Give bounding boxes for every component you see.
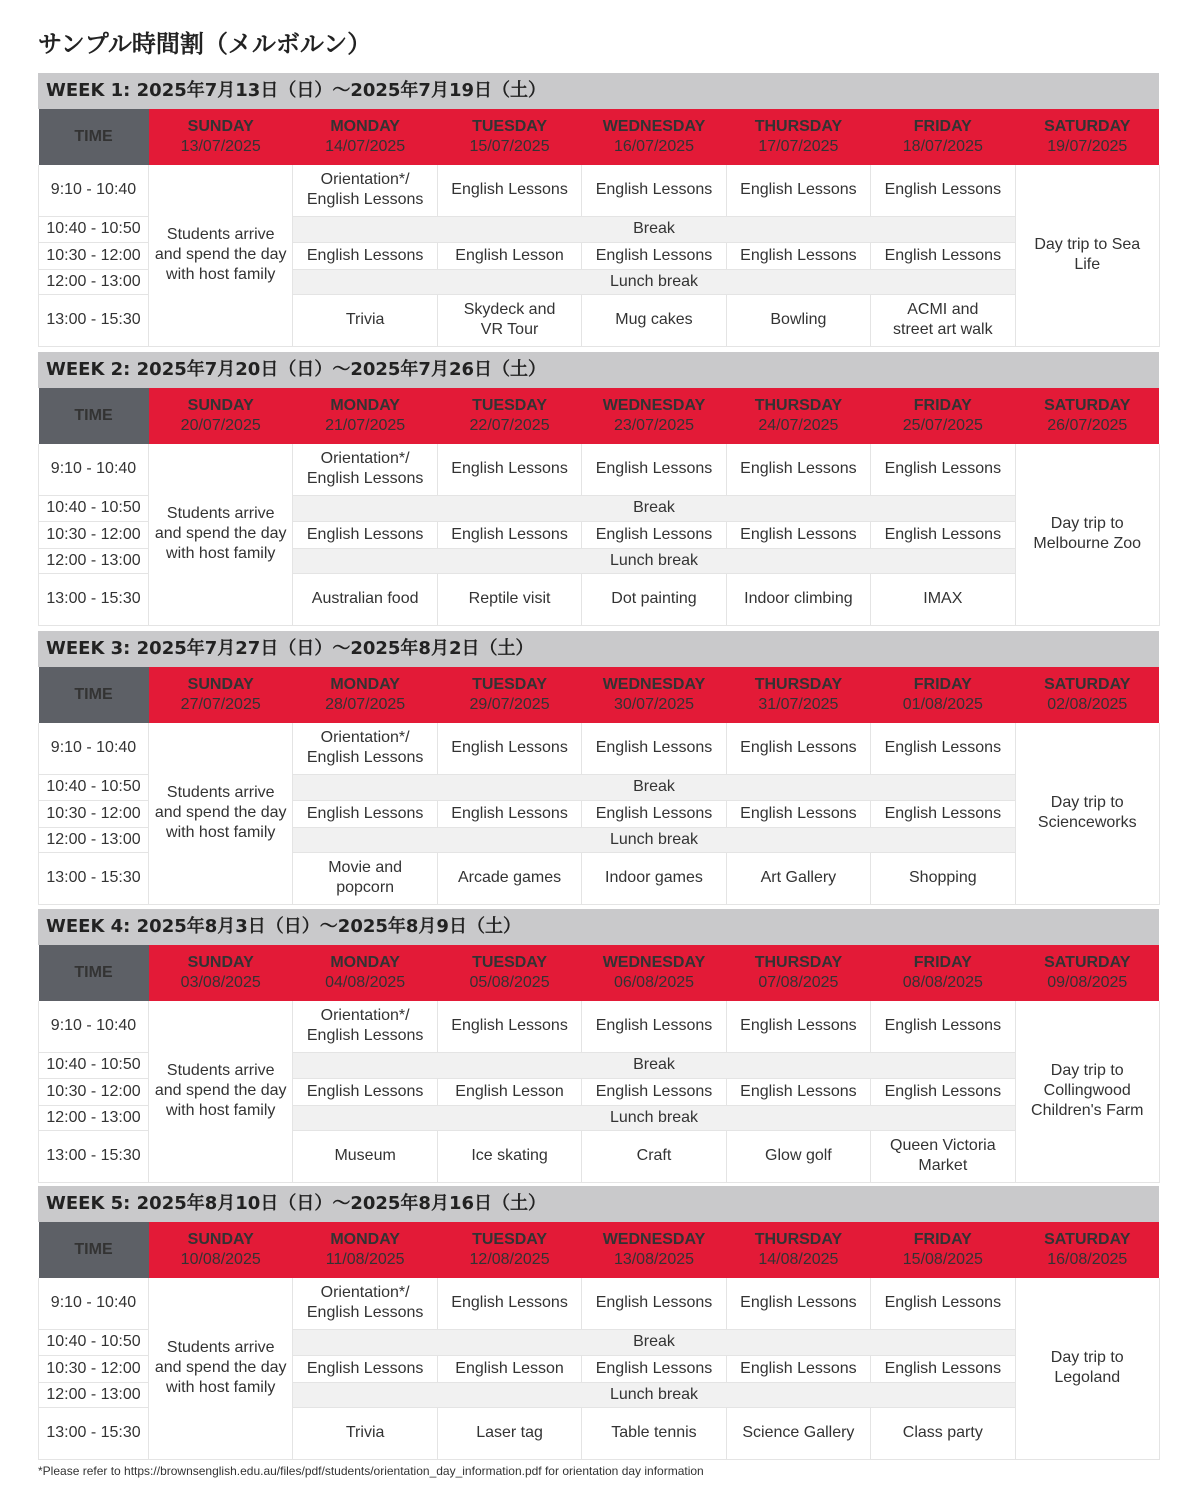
day-name: THURSDAY — [754, 954, 843, 971]
day-header-thursday — [726, 945, 870, 1001]
day-header-wednesday — [582, 388, 726, 444]
day-name: TUESDAY — [472, 397, 548, 414]
day-name: SATURDAY — [1044, 1231, 1131, 1248]
day-name: WEDNESDAY — [602, 954, 706, 971]
day-header-sunday — [149, 388, 293, 444]
lunch-cell: Lunch break — [293, 269, 1015, 294]
day-date: 02/08/2025 — [1047, 696, 1128, 713]
week-header: WEEK 1: 2025年7月13日（日）～2025年7月19日（土） — [38, 73, 1159, 109]
activity-cell: ACMI and street art walk — [871, 294, 1015, 346]
day-name: FRIDAY — [913, 397, 972, 414]
day-name: FRIDAY — [913, 1231, 972, 1248]
activity-cell: Shopping — [871, 852, 1015, 904]
activity-cell: English Lessons — [293, 1078, 437, 1105]
day-header-tuesday — [437, 388, 581, 444]
time-slot: 9:10 - 10:40 — [39, 723, 149, 774]
day-header-sunday — [149, 945, 293, 1001]
time-slot: 12:00 - 13:00 — [39, 827, 149, 852]
day-date: 13/07/2025 — [180, 138, 261, 155]
activity-cell: English Lessons — [582, 1355, 726, 1382]
time-slot: 13:00 - 15:30 — [39, 852, 149, 904]
activity-cell: English Lessons — [582, 242, 726, 269]
day-header-wednesday — [582, 109, 726, 165]
footnote: *Please refer to https://brownsenglish.edu.au/files/pdf/students/orientation_day_information.pdf for orientation day information — [38, 1464, 704, 1478]
activity-cell: Trivia — [293, 294, 437, 346]
saturday-cell: Day trip to Scienceworks — [1015, 723, 1159, 904]
activity-cell: English Lessons — [726, 1355, 870, 1382]
activity-cell: English Lessons — [437, 444, 581, 495]
activity-cell: Mug cakes — [582, 294, 726, 346]
day-date: 17/07/2025 — [758, 138, 839, 155]
day-date: 12/08/2025 — [469, 1251, 550, 1268]
slot-row — [39, 723, 1160, 774]
activity-cell: English Lessons — [726, 165, 870, 216]
week-header: WEEK 2: 2025年7月20日（日）～2025年7月26日（土） — [38, 352, 1159, 388]
day-header-tuesday — [437, 667, 581, 723]
day-name: SATURDAY — [1044, 954, 1131, 971]
day-header-thursday — [726, 667, 870, 723]
activity-cell: English Lessons — [871, 1001, 1015, 1052]
day-date: 24/07/2025 — [758, 417, 839, 434]
week-1-block — [38, 73, 1159, 347]
activity-cell: Art Gallery — [726, 852, 870, 904]
activity-cell: English Lessons — [582, 723, 726, 774]
week-header: WEEK 3: 2025年7月27日（日）～2025年8月2日（土） — [38, 631, 1159, 667]
day-name: WEDNESDAY — [602, 676, 706, 693]
day-name: THURSDAY — [754, 676, 843, 693]
day-date: 16/07/2025 — [613, 138, 695, 155]
activity-cell: Orientation*/ English Lessons — [293, 723, 437, 774]
time-slot: 9:10 - 10:40 — [39, 1001, 149, 1052]
slot-row — [39, 444, 1160, 495]
activity-cell: Arcade games — [437, 852, 581, 904]
time-slot: 10:40 - 10:50 — [39, 774, 149, 800]
activity-cell: English Lessons — [582, 1078, 726, 1105]
day-header-thursday — [726, 388, 870, 444]
day-header-monday — [293, 1222, 437, 1278]
activity-cell: English Lessons — [293, 521, 437, 548]
day-header-saturday — [1015, 945, 1159, 1001]
activity-cell: Bowling — [726, 294, 870, 346]
day-date: 20/07/2025 — [180, 417, 261, 434]
activity-cell: English Lessons — [437, 165, 581, 216]
sunday-cell: Students arrive and spend the day with host family — [149, 1001, 293, 1182]
day-date: 04/08/2025 — [325, 974, 406, 991]
time-slot: 10:40 - 10:50 — [39, 1329, 149, 1355]
day-header-row — [39, 945, 1160, 1001]
activity-cell: English Lessons — [437, 800, 581, 827]
day-header-tuesday — [437, 109, 581, 165]
activity-cell: Indoor climbing — [726, 573, 870, 625]
slot-row — [39, 1001, 1160, 1052]
activity-cell: English Lessons — [726, 1278, 870, 1329]
activity-cell: English Lessons — [293, 242, 437, 269]
activity-cell: English Lesson — [437, 242, 581, 269]
time-slot: 9:10 - 10:40 — [39, 444, 149, 495]
activity-cell: Glow golf — [726, 1130, 870, 1182]
day-header-row — [39, 388, 1160, 444]
slot-row — [39, 1278, 1160, 1329]
activity-cell: English Lessons — [582, 165, 726, 216]
day-date: 14/07/2025 — [325, 138, 406, 155]
week-2-block — [38, 352, 1159, 626]
day-header-thursday — [726, 1222, 870, 1278]
saturday-cell: Day trip to Collingwood Children's Farm — [1015, 1001, 1159, 1182]
activity-cell: English Lessons — [582, 521, 726, 548]
break-cell: Break — [293, 1052, 1015, 1078]
week-5-block — [38, 1186, 1159, 1460]
activity-cell: Skydeck and VR Tour — [437, 294, 581, 346]
day-date: 29/07/2025 — [469, 696, 550, 713]
day-date: 15/07/2025 — [469, 138, 550, 155]
break-cell: Break — [293, 495, 1015, 521]
day-name: FRIDAY — [913, 676, 972, 693]
day-name: MONDAY — [330, 397, 400, 414]
activity-cell: Museum — [293, 1130, 437, 1182]
day-date: 31/07/2025 — [758, 696, 839, 713]
day-name: THURSDAY — [754, 118, 843, 135]
activity-cell: English Lessons — [871, 444, 1015, 495]
day-date: 25/07/2025 — [902, 417, 983, 434]
day-date: 15/08/2025 — [902, 1251, 983, 1268]
day-header-saturday — [1015, 109, 1159, 165]
day-date: 18/07/2025 — [902, 138, 983, 155]
day-header-sunday — [149, 1222, 293, 1278]
activity-cell: English Lessons — [871, 1355, 1015, 1382]
day-header-friday — [871, 1222, 1015, 1278]
day-name: MONDAY — [330, 676, 400, 693]
day-name: THURSDAY — [754, 1231, 843, 1248]
activity-cell: Ice skating — [437, 1130, 581, 1182]
week-4-block — [38, 909, 1159, 1183]
day-header-saturday — [1015, 667, 1159, 723]
activity-cell: English Lesson — [437, 1355, 581, 1382]
activity-cell: English Lessons — [726, 242, 870, 269]
day-name: WEDNESDAY — [602, 397, 706, 414]
activity-cell: IMAX — [871, 573, 1015, 625]
sunday-cell: Students arrive and spend the day with host family — [149, 444, 293, 625]
saturday-cell: Day trip to Legoland — [1015, 1278, 1159, 1459]
time-column-header: TIME — [39, 109, 149, 165]
time-slot: 10:30 - 12:00 — [39, 800, 149, 827]
activity-cell: English Lessons — [293, 800, 437, 827]
break-cell: Break — [293, 1329, 1015, 1355]
activity-cell: English Lessons — [293, 1355, 437, 1382]
activity-cell: Trivia — [293, 1407, 437, 1459]
week-grid — [38, 1222, 1160, 1460]
activity-cell: English Lessons — [871, 723, 1015, 774]
activity-cell: Craft — [582, 1130, 726, 1182]
day-name: SATURDAY — [1044, 676, 1131, 693]
day-header-wednesday — [582, 945, 726, 1001]
activity-cell: English Lessons — [726, 1078, 870, 1105]
activity-cell: Science Gallery — [726, 1407, 870, 1459]
activity-cell: Dot painting — [582, 573, 726, 625]
day-name: SUNDAY — [187, 676, 254, 693]
time-column-header: TIME — [39, 667, 149, 723]
day-date: 26/07/2025 — [1047, 417, 1128, 434]
day-header-friday — [871, 388, 1015, 444]
time-slot: 13:00 - 15:30 — [39, 1130, 149, 1182]
day-date: 30/07/2025 — [613, 696, 695, 713]
day-name: TUESDAY — [472, 954, 548, 971]
sunday-cell: Students arrive and spend the day with host family — [149, 723, 293, 904]
day-header-tuesday — [437, 1222, 581, 1278]
time-slot: 12:00 - 13:00 — [39, 269, 149, 294]
activity-cell: English Lessons — [582, 800, 726, 827]
activity-cell: English Lessons — [437, 1001, 581, 1052]
day-date: 01/08/2025 — [902, 696, 983, 713]
time-column-header: TIME — [39, 1222, 149, 1278]
day-name: FRIDAY — [913, 118, 972, 135]
day-date: 11/08/2025 — [325, 1251, 405, 1268]
day-header-monday — [293, 388, 437, 444]
activity-cell: English Lessons — [582, 444, 726, 495]
day-name: SATURDAY — [1044, 118, 1131, 135]
activity-cell: Orientation*/ English Lessons — [293, 165, 437, 216]
activity-cell: Table tennis — [582, 1407, 726, 1459]
activity-cell: English Lessons — [726, 521, 870, 548]
day-name: FRIDAY — [913, 954, 972, 971]
day-date: 22/07/2025 — [469, 417, 550, 434]
day-header-tuesday — [437, 945, 581, 1001]
saturday-cell: Day trip to Sea Life — [1015, 165, 1159, 346]
day-date: 16/08/2025 — [1047, 1251, 1128, 1268]
day-header-saturday — [1015, 1222, 1159, 1278]
activity-cell: Orientation*/ English Lessons — [293, 1278, 437, 1329]
slot-row — [39, 165, 1160, 216]
day-header-row — [39, 1222, 1160, 1278]
day-date: 08/08/2025 — [902, 974, 983, 991]
lunch-cell: Lunch break — [293, 1382, 1015, 1407]
activity-cell: Orientation*/ English Lessons — [293, 444, 437, 495]
time-column-header: TIME — [39, 388, 149, 444]
day-name: SUNDAY — [187, 118, 254, 135]
activity-cell: English Lessons — [871, 1278, 1015, 1329]
day-name: WEDNESDAY — [602, 118, 706, 135]
day-name: MONDAY — [330, 954, 400, 971]
time-slot: 9:10 - 10:40 — [39, 1278, 149, 1329]
time-slot: 13:00 - 15:30 — [39, 1407, 149, 1459]
week-3-block — [38, 631, 1159, 905]
time-slot: 12:00 - 13:00 — [39, 1105, 149, 1130]
time-slot: 12:00 - 13:00 — [39, 548, 149, 573]
time-slot: 10:40 - 10:50 — [39, 1052, 149, 1078]
week-grid — [38, 667, 1160, 905]
day-header-monday — [293, 109, 437, 165]
activity-cell: English Lessons — [871, 242, 1015, 269]
day-date: 05/08/2025 — [469, 974, 550, 991]
week-grid — [38, 388, 1160, 626]
day-name: SUNDAY — [187, 954, 254, 971]
week-header: WEEK 5: 2025年8月10日（日）～2025年8月16日（土） — [38, 1186, 1159, 1222]
activity-cell: Class party — [871, 1407, 1015, 1459]
day-name: SATURDAY — [1044, 397, 1131, 414]
time-slot: 13:00 - 15:30 — [39, 294, 149, 346]
activity-cell: English Lessons — [437, 723, 581, 774]
activity-cell: English Lessons — [437, 521, 581, 548]
time-slot: 10:40 - 10:50 — [39, 495, 149, 521]
day-date: 06/08/2025 — [613, 974, 695, 991]
day-date: 09/08/2025 — [1047, 974, 1128, 991]
time-slot: 10:30 - 12:00 — [39, 1355, 149, 1382]
day-date: 19/07/2025 — [1047, 138, 1128, 155]
lunch-cell: Lunch break — [293, 548, 1015, 573]
day-date: 28/07/2025 — [325, 696, 406, 713]
day-header-friday — [871, 109, 1015, 165]
activity-cell: English Lessons — [582, 1001, 726, 1052]
activity-cell: English Lessons — [726, 723, 870, 774]
day-name: WEDNESDAY — [602, 1231, 706, 1248]
week-grid — [38, 109, 1160, 347]
break-cell: Break — [293, 216, 1015, 242]
day-date: 27/07/2025 — [180, 696, 261, 713]
time-slot: 10:30 - 12:00 — [39, 1078, 149, 1105]
activity-cell: English Lesson — [437, 1078, 581, 1105]
day-name: SUNDAY — [187, 397, 254, 414]
activity-cell: Australian food — [293, 573, 437, 625]
day-name: THURSDAY — [754, 397, 843, 414]
activity-cell: Reptile visit — [437, 573, 581, 625]
day-name: SUNDAY — [187, 1231, 254, 1248]
time-column-header: TIME — [39, 945, 149, 1001]
activity-cell: English Lessons — [582, 1278, 726, 1329]
day-header-saturday — [1015, 388, 1159, 444]
day-header-monday — [293, 945, 437, 1001]
time-slot: 10:30 - 12:00 — [39, 521, 149, 548]
time-slot: 10:40 - 10:50 — [39, 216, 149, 242]
day-date: 03/08/2025 — [180, 974, 261, 991]
activity-cell: Indoor games — [582, 852, 726, 904]
activity-cell: English Lessons — [726, 800, 870, 827]
day-name: TUESDAY — [472, 118, 548, 135]
day-date: 21/07/2025 — [325, 417, 406, 434]
day-header-row — [39, 667, 1160, 723]
day-date: 14/08/2025 — [758, 1251, 839, 1268]
activity-cell: English Lessons — [871, 800, 1015, 827]
lunch-cell: Lunch break — [293, 1105, 1015, 1130]
activity-cell: English Lessons — [871, 521, 1015, 548]
activity-cell: English Lessons — [871, 1078, 1015, 1105]
activity-cell: Orientation*/ English Lessons — [293, 1001, 437, 1052]
lunch-cell: Lunch break — [293, 827, 1015, 852]
day-header-sunday — [149, 109, 293, 165]
day-date: 23/07/2025 — [613, 417, 695, 434]
activity-cell: English Lessons — [871, 165, 1015, 216]
activity-cell: Laser tag — [437, 1407, 581, 1459]
day-name: MONDAY — [330, 118, 400, 135]
day-header-friday — [871, 945, 1015, 1001]
activity-cell: Queen Victoria Market — [871, 1130, 1015, 1182]
activity-cell: English Lessons — [437, 1278, 581, 1329]
day-date: 13/08/2025 — [613, 1251, 695, 1268]
day-date: 07/08/2025 — [758, 974, 839, 991]
time-slot: 10:30 - 12:00 — [39, 242, 149, 269]
time-slot: 9:10 - 10:40 — [39, 165, 149, 216]
time-slot: 12:00 - 13:00 — [39, 1382, 149, 1407]
week-grid — [38, 945, 1160, 1183]
sunday-cell: Students arrive and spend the day with host family — [149, 165, 293, 346]
break-cell: Break — [293, 774, 1015, 800]
day-name: MONDAY — [330, 1231, 400, 1248]
day-name: TUESDAY — [472, 676, 548, 693]
saturday-cell: Day trip to Melbourne Zoo — [1015, 444, 1159, 625]
sunday-cell: Students arrive and spend the day with host family — [149, 1278, 293, 1459]
day-header-sunday — [149, 667, 293, 723]
day-header-wednesday — [582, 667, 726, 723]
week-header: WEEK 4: 2025年8月3日（日）～2025年8月9日（土） — [38, 909, 1159, 945]
day-header-friday — [871, 667, 1015, 723]
day-header-monday — [293, 667, 437, 723]
activity-cell: English Lessons — [726, 1001, 870, 1052]
activity-cell: English Lessons — [726, 444, 870, 495]
time-slot: 13:00 - 15:30 — [39, 573, 149, 625]
day-name: TUESDAY — [472, 1231, 548, 1248]
day-header-thursday — [726, 109, 870, 165]
activity-cell: Movie and popcorn — [293, 852, 437, 904]
page-title: サンプル時間割（メルボルン） — [38, 30, 372, 58]
day-header-row — [39, 109, 1160, 165]
day-header-wednesday — [582, 1222, 726, 1278]
day-date: 10/08/2025 — [180, 1251, 261, 1268]
